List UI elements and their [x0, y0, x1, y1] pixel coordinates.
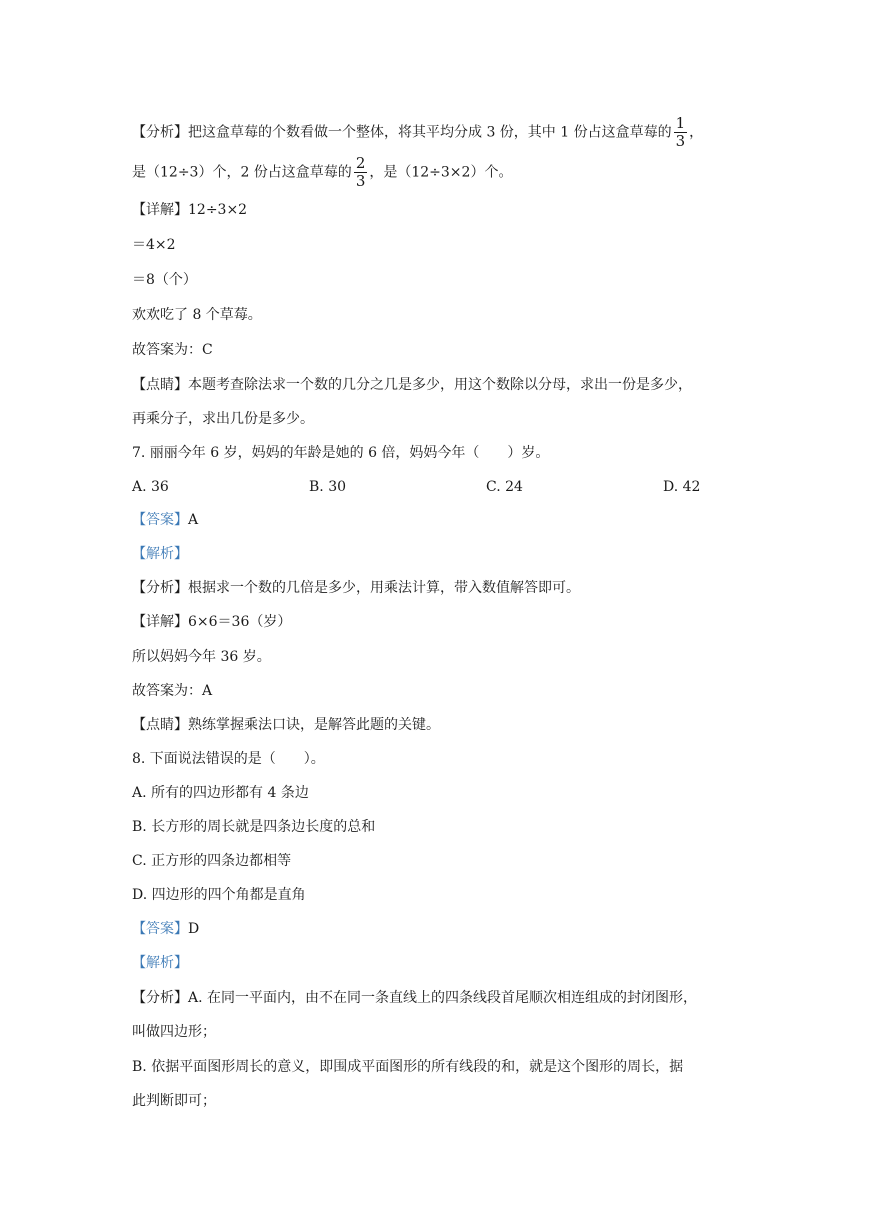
detail-tag: 【详解】 [132, 614, 188, 630]
analysis-tag: 【分析】 [132, 124, 188, 141]
q7-stem: 7. 丽丽今年 6 岁，妈妈的年龄是她的 6 倍，妈妈今年（ ）岁。 [132, 445, 550, 461]
q6-comment-line-2: 再乘分子，求出几份是多少。 [132, 411, 314, 427]
analysis-text: 是（12÷3）个，2 份占这盒草莓的 [132, 164, 352, 181]
q6-detail-line-3: ＝8（个） [132, 272, 197, 288]
q8-analysis-line-4: 此判断即可； [132, 1093, 216, 1109]
q7-comment: 【点睛】熟练掌握乘法口诀，是解答此题的关键。 [132, 717, 440, 733]
detail-tag: 【详解】 [132, 202, 188, 218]
q6-answer-line: 故答案为：C [132, 342, 213, 358]
fraction-two-thirds: $\frac{2}{3}$ [355, 154, 366, 190]
q7-option-a: A. 36 [132, 479, 169, 495]
q6-detail-line-2: ＝4×2 [132, 237, 176, 253]
q7-option-d: D. 42 [663, 479, 701, 495]
q8-option-b: B. 长方形的周长就是四条边长度的总和 [132, 819, 376, 835]
q7-answer: 【答案】A [132, 512, 199, 528]
q8-jiexi-tag: 【解析】 [132, 955, 188, 971]
analysis-tag: 【分析】 [132, 990, 188, 1006]
q8-option-a: A. 所有的四边形都有 4 条边 [132, 785, 309, 801]
q7-answer-line: 故答案为：A [132, 683, 213, 699]
q7-detail-line-1: 【详解】6×6＝36（岁） [132, 614, 292, 630]
q8-answer: 【答案】D [132, 921, 200, 937]
q8-option-d: D. 四边形的四个角都是直角 [132, 887, 306, 903]
q7-option-c: C. 24 [486, 479, 523, 495]
analysis-text: 把这盒草莓的个数看做一个整体，将其平均分成 3 份，其中 1 份占这盒草莓的 [188, 124, 672, 141]
answer-tag: 【答案】 [132, 512, 188, 528]
answer-tag: 【答案】 [132, 921, 188, 937]
q7-analysis: 【分析】根据求一个数的几倍是多少，用乘法计算，带入数值解答即可。 [132, 580, 580, 596]
q7-option-b: B. 30 [309, 479, 347, 495]
q8-analysis-line-2: 叫做四边形； [132, 1024, 216, 1040]
q7-jiexi-tag: 【解析】 [132, 546, 188, 562]
analysis-tag: 【分析】 [132, 580, 188, 596]
q7-detail-line-2: 所以妈妈今年 36 岁。 [132, 649, 271, 665]
fraction-one-third: $\frac{1}{3}$ [675, 114, 686, 150]
q8-stem: 8. 下面说法错误的是（ ）。 [132, 751, 325, 767]
comment-tag: 【点睛】 [132, 717, 188, 733]
comment-tag: 【点睛】 [132, 377, 188, 393]
q6-detail-line-4: 欢欢吃了 8 个草莓。 [132, 307, 262, 323]
q6-analysis-line-2: 是（12÷3）个，2 份占这盒草莓的 $\frac{2}{3}$ ，是（12÷3×2）个。 [132, 154, 513, 190]
q8-analysis-line-3: B. 依据平面图形周长的意义，即围成平面图形的所有线段的和，就是这个图形的周长，据 [132, 1059, 684, 1075]
q8-option-c: C. 正方形的四条边都相等 [132, 853, 292, 869]
q6-analysis-line-1: 【分析】把这盒草莓的个数看做一个整体，将其平均分成 3 份，其中 1 份占这盒草莓的 $\frac{1}{3}$ ， [132, 114, 704, 150]
q6-comment-line-1: 【点睛】本题考查除法求一个数的几分之几是多少，用这个数除以分母，求出一份是多少， [132, 377, 692, 393]
q8-analysis-line-1: 【分析】A. 在同一平面内，由不在同一条直线上的四条线段首尾顺次相连组成的封闭图形， [132, 990, 698, 1006]
q6-detail-line-1: 【详解】12÷3×2 [132, 202, 248, 218]
